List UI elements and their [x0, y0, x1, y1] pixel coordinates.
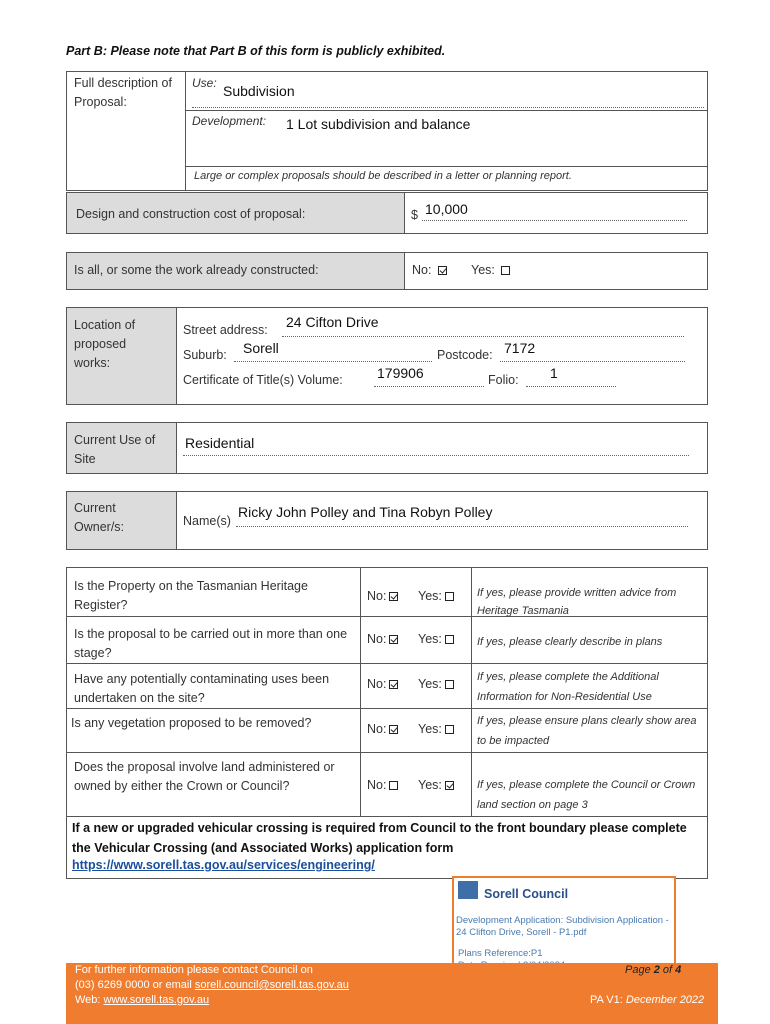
q4-yes-checkbox[interactable] — [445, 725, 454, 734]
suburb-value[interactable]: Sorell — [243, 340, 279, 356]
volume-label: Certificate of Title(s) Volume: — [183, 373, 343, 387]
q4-yes — [418, 720, 454, 739]
cost-currency: $ — [411, 208, 418, 222]
owner-name-label: Name(s) — [183, 514, 231, 528]
owner-label: Current Owner/s: — [74, 501, 125, 534]
constructed-yes — [471, 261, 510, 280]
postcode-value[interactable]: 7172 — [504, 340, 536, 356]
owner-name-value[interactable]: Ricky John Polley and Tina Robyn Polley — [238, 504, 493, 520]
q-yes-label: Yes: — [418, 632, 442, 646]
q-yes-label: Yes: — [418, 589, 442, 603]
footer-phone-line — [75, 979, 349, 991]
q-no-label: No: — [367, 778, 387, 792]
q2-yes — [418, 630, 454, 649]
footer-web-label: Web: — [75, 994, 104, 1006]
proposal-section — [66, 71, 708, 191]
q3-note: If yes, please complete the Additional Information for Non-Residential Use — [477, 671, 659, 703]
constructed-no-checkbox[interactable] — [438, 266, 447, 275]
development-label: Development: — [192, 114, 267, 128]
current-use-label: Current Use of Site — [74, 433, 156, 466]
street-label: Street address: — [183, 323, 268, 337]
question-contaminating: Have any potentially contaminating uses been undertaken on the site? — [74, 672, 330, 705]
q4-note: If yes, please ensure plans clearly show area to be impacted — [477, 715, 697, 747]
footer-page-label: Page — [625, 964, 654, 976]
q1-note: If yes, please provide written advice from Heritage Tasmania — [477, 587, 677, 617]
current-use-value[interactable]: Residential — [185, 435, 255, 451]
stamp-line2: Plans Reference:P1 — [458, 948, 543, 959]
footer-contact: For further information please contact Council on — [75, 964, 313, 976]
q3-yes-checkbox[interactable] — [445, 680, 454, 689]
q2-yes-checkbox[interactable] — [445, 635, 454, 644]
suburb-label: Suburb: — [183, 348, 227, 362]
current-use-section — [66, 422, 708, 474]
owner-section — [66, 491, 708, 550]
q-no-label: No: — [367, 589, 387, 603]
folio-value[interactable]: 1 — [550, 365, 558, 381]
stamp-line1: Development Application: Subdivision Application - 24 Clifton Drive, Sorell - P1.pdf — [456, 915, 669, 938]
q3-no-checkbox[interactable] — [389, 680, 398, 689]
footer-page-total: 4 — [675, 964, 682, 976]
q1-yes — [418, 587, 454, 606]
q-no-label: No: — [367, 677, 387, 691]
cost-value[interactable]: 10,000 — [425, 201, 468, 217]
page-footer — [66, 963, 718, 1024]
street-value[interactable]: 24 Cifton Drive — [286, 314, 379, 330]
q-yes-label: Yes: — [418, 677, 442, 691]
question-crown-land: Does the proposal involve land administered or owned by either the Crown or Council? — [74, 760, 335, 793]
question-stages: Is the proposal to be carried out in more than one stage? — [74, 627, 348, 660]
q5-no — [367, 776, 398, 795]
q1-no-checkbox[interactable] — [389, 592, 398, 601]
q-no-label: No: — [367, 722, 387, 736]
constructed-yes-label: Yes: — [471, 263, 495, 277]
q-yes-label: Yes: — [418, 722, 442, 736]
use-label: Use: — [192, 76, 217, 90]
crossing-link[interactable]: https://www.sorell.tas.gov.au/services/engineering/ — [72, 858, 375, 872]
footer-version-label: PA V1: — [590, 994, 623, 1006]
q2-no-checkbox[interactable] — [389, 635, 398, 644]
location-section — [66, 307, 708, 405]
constructed-label: Is all, or some the work already constructed: — [74, 263, 319, 277]
q3-no — [367, 675, 398, 694]
footer-version — [590, 994, 704, 1006]
q4-no-checkbox[interactable] — [389, 725, 398, 734]
development-value[interactable]: 1 Lot subdivision and balance — [286, 116, 471, 132]
footer-page — [625, 964, 681, 976]
footer-page-num: 2 — [653, 964, 660, 976]
q5-no-checkbox[interactable] — [389, 781, 398, 790]
question-heritage: Is the Property on the Tasmanian Heritage Register? — [74, 579, 308, 612]
crossing-notice: If a new or upgraded vehicular crossing is required from Council to the front boundary please complete the Vehicular Crossing (and Associated Works) application form — [72, 821, 687, 855]
cost-section — [66, 192, 708, 234]
q1-no — [367, 587, 398, 606]
stamp-title: Sorell Council — [484, 887, 569, 901]
use-value[interactable]: Subdivision — [223, 83, 295, 99]
council-logo-icon — [458, 881, 478, 899]
constructed-yes-checkbox[interactable] — [501, 266, 510, 275]
question-vegetation: Is any vegetation proposed to be removed? — [71, 716, 312, 730]
footer-phone: (03) 6269 0000 or email — [75, 979, 195, 991]
q1-yes-checkbox[interactable] — [445, 592, 454, 601]
footer-email-link[interactable]: sorell.council@sorell.tas.gov.au — [194, 979, 349, 991]
q5-note: If yes, please complete the Council or Crown land section on page 3 — [477, 779, 696, 811]
volume-value[interactable]: 179906 — [377, 365, 424, 381]
q4-no — [367, 720, 398, 739]
q3-yes — [418, 675, 454, 694]
location-label: Location of proposed works: — [74, 318, 136, 370]
page-heading: Part B: Please note that Part B of this form is publicly exhibited. — [66, 44, 446, 58]
postcode-label: Postcode: — [437, 348, 493, 362]
footer-page-of: of — [659, 964, 676, 976]
q2-note: If yes, please clearly describe in plans — [477, 636, 663, 648]
council-stamp — [452, 876, 676, 974]
q-yes-label: Yes: — [418, 778, 442, 792]
q-no-label: No: — [367, 632, 387, 646]
footer-web-line — [75, 994, 209, 1006]
q5-yes — [418, 776, 454, 795]
folio-label: Folio: — [488, 373, 519, 387]
proposal-note: Large or complex proposals should be described in a letter or planning report. — [194, 170, 572, 182]
questions-section — [66, 567, 708, 879]
q5-yes-checkbox[interactable] — [445, 781, 454, 790]
cost-label: Design and construction cost of proposal: — [76, 207, 306, 221]
constructed-no — [412, 261, 447, 280]
constructed-section — [66, 252, 708, 290]
constructed-no-label: No: — [412, 263, 432, 277]
proposal-label: Full description of Proposal: — [74, 76, 172, 109]
footer-version-date: December 2022 — [625, 994, 705, 1006]
footer-web-link[interactable]: www.sorell.tas.gov.au — [103, 994, 210, 1006]
q2-no — [367, 630, 398, 649]
